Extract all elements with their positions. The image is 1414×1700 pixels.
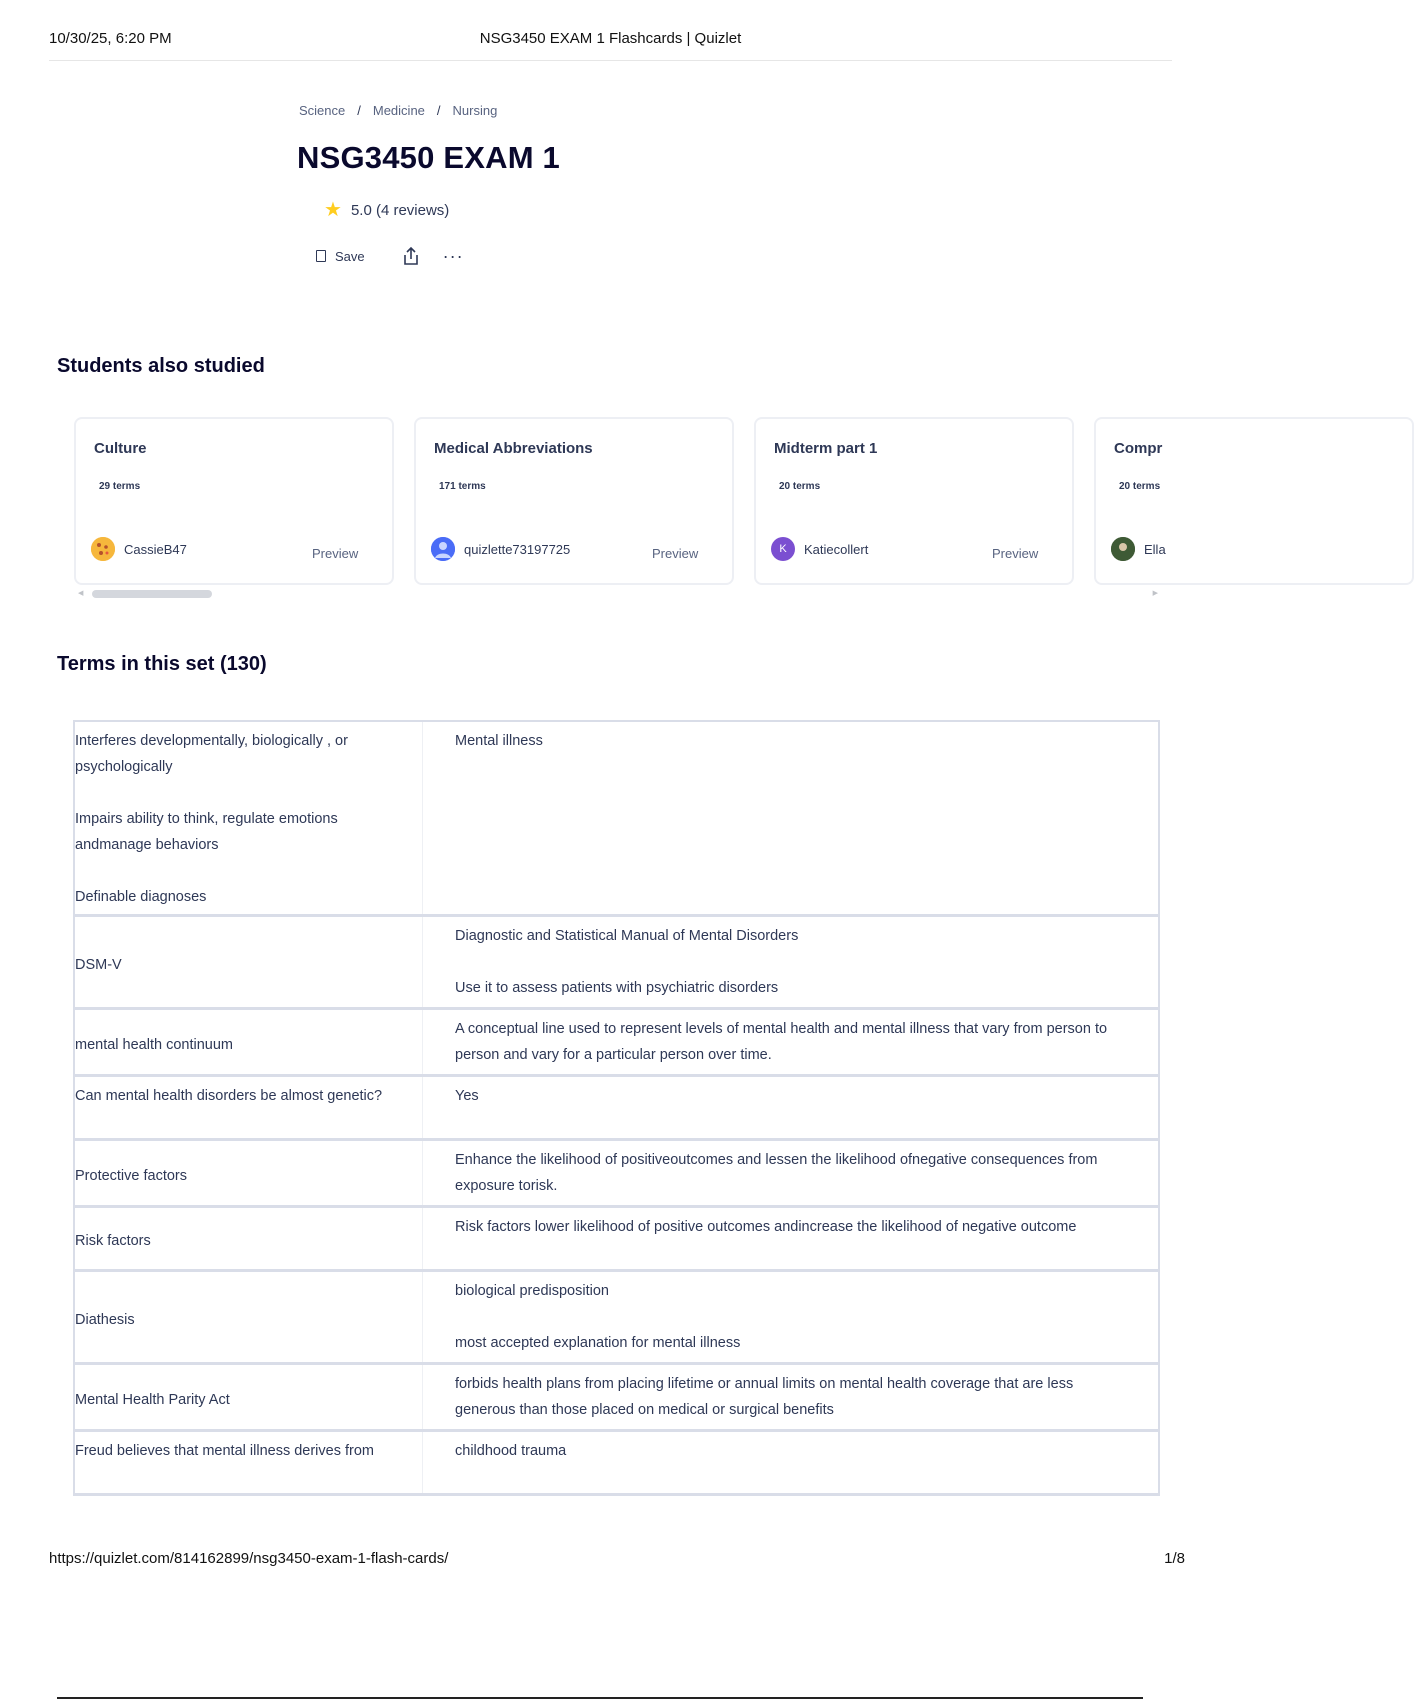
term-text: Interferes developmentally, biologically , or psychologically Impairs ability to think, regulate emotions andmanage behaviors Definable diagnoses [74, 721, 423, 915]
rating[interactable] [324, 201, 449, 219]
term-row [74, 1206, 1159, 1270]
avatar [431, 537, 455, 561]
term-row [74, 1363, 1159, 1430]
print-page-title: NSG3450 EXAM 1 Flashcards | Quizlet [479, 30, 742, 47]
card-username[interactable]: Ella [1144, 542, 1166, 557]
carousel-scrollbar[interactable] [74, 589, 1160, 599]
print-url: https://quizlet.com/814162899/nsg3450-exam-1-flash-cards/ [49, 1550, 449, 1567]
breadcrumb-item-medicine[interactable]: Medicine [372, 103, 425, 118]
breadcrumb [299, 103, 497, 118]
card-term-count: 20 terms [1119, 481, 1161, 492]
definition-text: Risk factors lower likelihood of positive outcomes andincrease the likelihood of negative outcome [423, 1206, 1160, 1270]
term-text: Diathesis [74, 1270, 423, 1363]
card-title: Culture [94, 440, 147, 457]
cookie-avatar-icon [91, 537, 115, 561]
term-text: DSM-V [74, 915, 423, 1008]
definition-text: Enhance the likelihood of positiveoutcomes and lessen the likelihood ofnegative consequences from exposure torisk. [423, 1139, 1160, 1206]
breadcrumb-item-nursing[interactable]: Nursing [452, 103, 498, 118]
terms-table [73, 720, 1160, 1496]
star-icon: ★ [324, 199, 342, 221]
study-set-card[interactable] [74, 417, 394, 585]
definition-text: biological predisposition most accepted explanation for mental illness [423, 1270, 1160, 1363]
definition-text: Diagnostic and Statistical Manual of Mental Disorders Use it to assess patients with psychiatric disorders [423, 915, 1160, 1008]
study-set-card[interactable] [414, 417, 734, 585]
card-username[interactable]: Katiecollert [804, 542, 869, 557]
definition-text: Yes [423, 1075, 1160, 1139]
avatar [91, 537, 115, 561]
card-term-count: 171 terms [439, 481, 486, 492]
definition-text: Mental illness [423, 721, 1160, 915]
term-row [74, 1270, 1159, 1363]
breadcrumb-separator: / [357, 103, 361, 118]
term-text: Protective factors [74, 1139, 423, 1206]
card-term-count: 20 terms [779, 481, 821, 492]
more-icon: ··· [442, 246, 464, 266]
page-title: NSG3450 EXAM 1 [297, 140, 560, 175]
definition-text: forbids health plans from placing lifetime or annual limits on mental health coverage that are less generous than those placed on medical or surgical benefits [423, 1363, 1160, 1430]
students-also-studied-heading: Students also studied [57, 355, 265, 377]
definition-text: childhood trauma [423, 1430, 1160, 1494]
study-set-card[interactable] [1094, 417, 1414, 585]
breadcrumb-item-science[interactable]: Science [299, 103, 346, 118]
card-username[interactable]: quizlette73197725 [464, 542, 571, 557]
term-row [74, 1008, 1159, 1075]
print-footer [49, 1550, 1185, 1567]
term-row [74, 1430, 1159, 1494]
card-title: Medical Abbreviations [434, 440, 593, 457]
card-term-count: 29 terms [99, 481, 141, 492]
scroll-left-icon[interactable]: ◀ [78, 590, 84, 597]
user-avatar-icon [431, 537, 455, 561]
scroll-right-icon[interactable]: ▶ [1152, 590, 1158, 597]
more-options-button[interactable] [442, 246, 464, 266]
set-actions [316, 246, 464, 266]
save-button[interactable] [316, 249, 365, 264]
preview-button[interactable]: Preview [652, 546, 699, 561]
share-icon [402, 246, 420, 266]
term-text: Can mental health disorders be almost genetic? [74, 1075, 423, 1139]
terms-heading: Terms in this set (130) [57, 653, 267, 675]
print-datetime: 10/30/25, 6:20 PM [49, 30, 172, 47]
study-set-carousel [74, 417, 1166, 602]
card-username[interactable]: CassieB47 [124, 542, 187, 557]
term-text: Risk factors [74, 1206, 423, 1270]
divider [57, 1697, 1143, 1699]
definition-text: A conceptual line used to represent levels of mental health and mental illness that vary from person to person and vary for a particular person over time. [423, 1008, 1160, 1075]
term-text: mental health continuum [74, 1008, 423, 1075]
avatar [1111, 537, 1135, 561]
print-page-number: 1/8 [1164, 1550, 1185, 1567]
avatar: K [771, 537, 795, 561]
card-title: Midterm part 1 [774, 440, 878, 457]
bookmark-icon [316, 250, 326, 262]
term-row [74, 1139, 1159, 1206]
breadcrumb-separator: / [436, 103, 441, 118]
scrollbar-thumb[interactable] [92, 590, 212, 598]
term-row [74, 721, 1159, 915]
study-set-card[interactable] [754, 417, 1074, 585]
term-row [74, 1075, 1159, 1139]
preview-button[interactable]: Preview [992, 546, 1039, 561]
print-header [49, 30, 1172, 61]
card-title: Compr [1114, 440, 1163, 457]
user-avatar-icon [1111, 537, 1135, 561]
term-text: Freud believes that mental illness derives from [74, 1430, 423, 1494]
rating-text: 5.0 (4 reviews) [350, 201, 450, 219]
term-row [74, 915, 1159, 1008]
preview-button[interactable]: Preview [312, 546, 359, 561]
share-button[interactable] [402, 246, 420, 266]
term-text: Mental Health Parity Act [74, 1363, 423, 1430]
save-label: Save [335, 248, 365, 264]
